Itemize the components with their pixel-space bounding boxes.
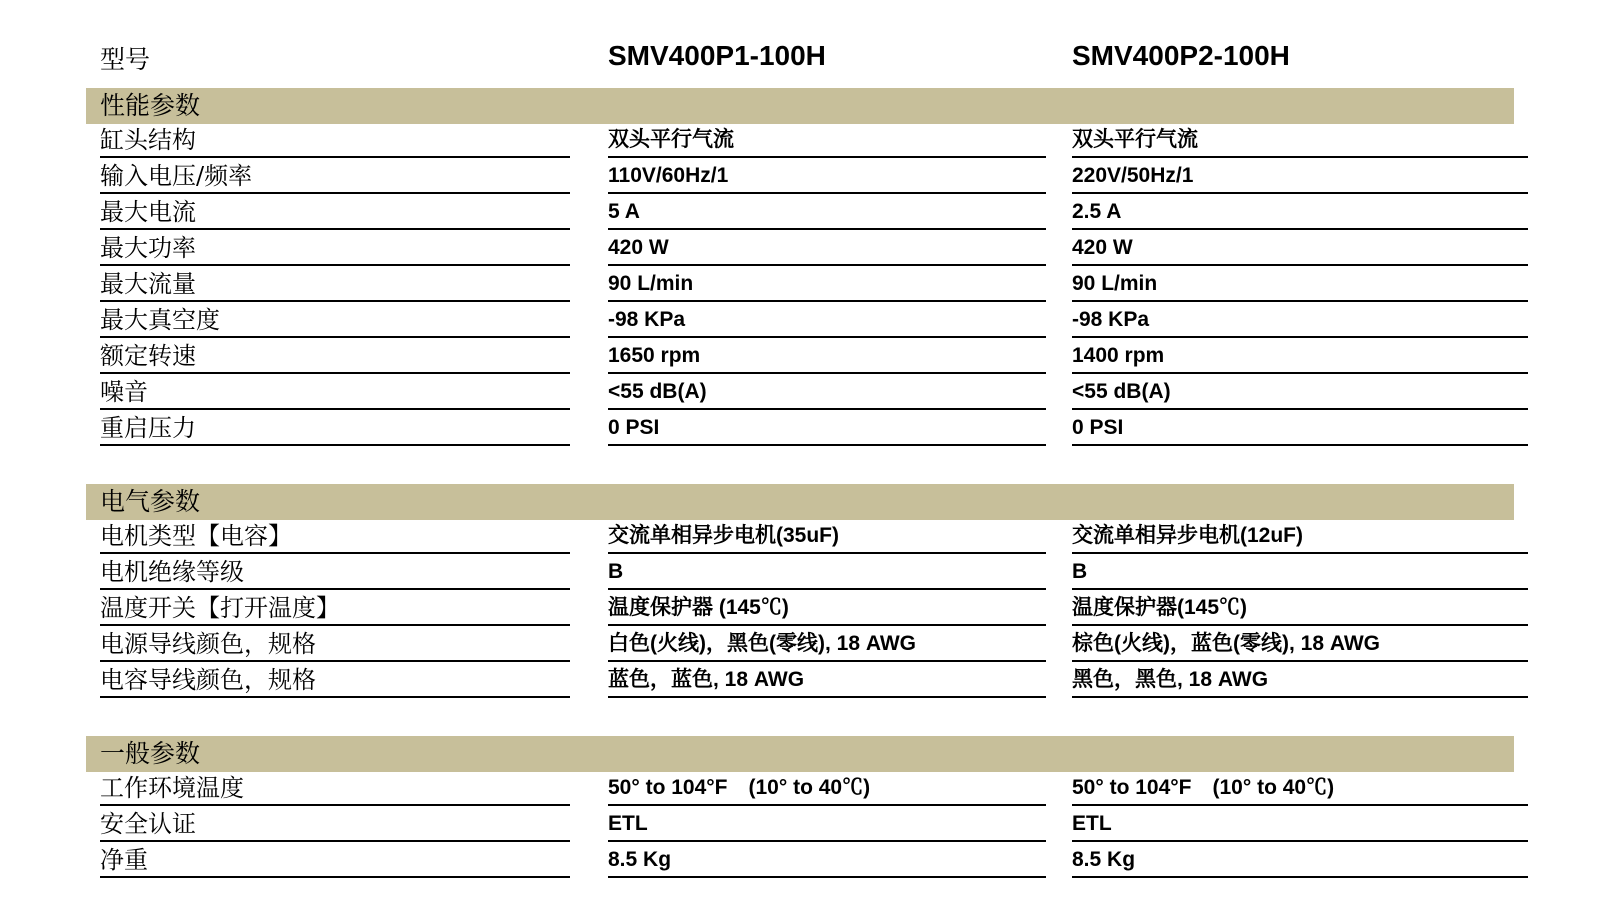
model-2-value: 0 PSI	[1072, 412, 1528, 446]
table-row	[86, 304, 1514, 340]
section-spacer	[86, 700, 1514, 736]
model-1-value: 8.5 Kg	[608, 844, 1046, 878]
table-row	[86, 520, 1514, 556]
model-2-value: 1400 rpm	[1072, 340, 1528, 374]
model-2-value: 2.5 A	[1072, 196, 1528, 230]
row-label: 输入电压/频率	[100, 160, 570, 194]
table-row	[86, 196, 1514, 232]
row-label: 温度开关【打开温度】	[100, 592, 570, 626]
model-1-value: <55 dB(A)	[608, 376, 1046, 410]
table-row	[86, 556, 1514, 592]
row-label: 电容导线颜色，规格	[100, 664, 570, 698]
row-label: 电源导线颜色，规格	[100, 628, 570, 662]
model-label: 型号	[100, 45, 151, 74]
model-2-value: <55 dB(A)	[1072, 376, 1528, 410]
model-1-value: 50° to 104°F (10° to 40℃)	[608, 772, 1046, 806]
model-1-value: 110V/60Hz/1	[608, 160, 1046, 194]
row-label: 重启压力	[100, 412, 570, 446]
model-1-value: 0 PSI	[608, 412, 1046, 446]
table-row	[86, 808, 1514, 844]
row-label: 最大电流	[100, 196, 570, 230]
model-1-value: B	[608, 556, 1046, 590]
row-label: 电机类型【电容】	[100, 520, 570, 554]
model-2-value: ETL	[1072, 808, 1528, 842]
table-row	[86, 268, 1514, 304]
model-2-value: 90 L/min	[1072, 268, 1528, 302]
model-2-value: B	[1072, 556, 1528, 590]
table-row	[86, 844, 1514, 880]
model-1-value: 双头平行气流	[608, 124, 1046, 158]
row-label: 最大流量	[100, 268, 570, 302]
model-2-value: 温度保护器(145℃)	[1072, 592, 1528, 626]
model-2-value: 420 W	[1072, 232, 1528, 266]
model-1-value: 1650 rpm	[608, 340, 1046, 374]
model-2-value: -98 KPa	[1072, 304, 1528, 338]
section-spacer	[86, 448, 1514, 484]
model-1-value: 90 L/min	[608, 268, 1046, 302]
table-row	[86, 124, 1514, 160]
model-1-value: -98 KPa	[608, 304, 1046, 338]
section-header-general: 一般参数	[86, 736, 1514, 772]
table-row	[86, 772, 1514, 808]
model-2-value: 220V/50Hz/1	[1072, 160, 1528, 194]
model-2-value: 黑色，黑色, 18 AWG	[1072, 664, 1528, 698]
row-label: 最大真空度	[100, 304, 570, 338]
row-label: 噪音	[100, 376, 570, 410]
table-row	[86, 412, 1514, 448]
model-header-row	[86, 34, 1514, 88]
model-1-value: 蓝色，蓝色, 18 AWG	[608, 664, 1046, 698]
table-row	[86, 592, 1514, 628]
model-2-value: 50° to 104°F (10° to 40℃)	[1072, 772, 1528, 806]
model-1-value: 白色(火线)，黑色(零线), 18 AWG	[608, 628, 1046, 662]
model-1-value: 温度保护器 (145℃)	[608, 592, 1046, 626]
model-1-name: SMV400P1-100H	[608, 40, 826, 71]
table-row	[86, 376, 1514, 412]
model-1-value: 5 A	[608, 196, 1046, 230]
model-1-value: 交流单相异步电机(35uF)	[608, 520, 1046, 554]
table-row	[86, 340, 1514, 376]
model-1-value: ETL	[608, 808, 1046, 842]
table-row	[86, 232, 1514, 268]
row-label: 净重	[100, 844, 570, 878]
row-label: 安全认证	[100, 808, 570, 842]
model-2-name: SMV400P2-100H	[1072, 40, 1290, 71]
model-2-value: 双头平行气流	[1072, 124, 1528, 158]
model-2-value: 交流单相异步电机(12uF)	[1072, 520, 1528, 554]
section-header-performance: 性能参数	[86, 88, 1514, 124]
table-row	[86, 628, 1514, 664]
row-label: 缸头结构	[100, 124, 570, 158]
spec-table	[86, 34, 1514, 880]
row-label: 电机绝缘等级	[100, 556, 570, 590]
section-header-electrical: 电气参数	[86, 484, 1514, 520]
model-1-value: 420 W	[608, 232, 1046, 266]
table-row	[86, 160, 1514, 196]
table-row	[86, 664, 1514, 700]
model-2-value: 8.5 Kg	[1072, 844, 1528, 878]
model-2-value: 棕色(火线)，蓝色(零线), 18 AWG	[1072, 628, 1528, 662]
row-label: 工作环境温度	[100, 772, 570, 806]
row-label: 最大功率	[100, 232, 570, 266]
row-label: 额定转速	[100, 340, 570, 374]
